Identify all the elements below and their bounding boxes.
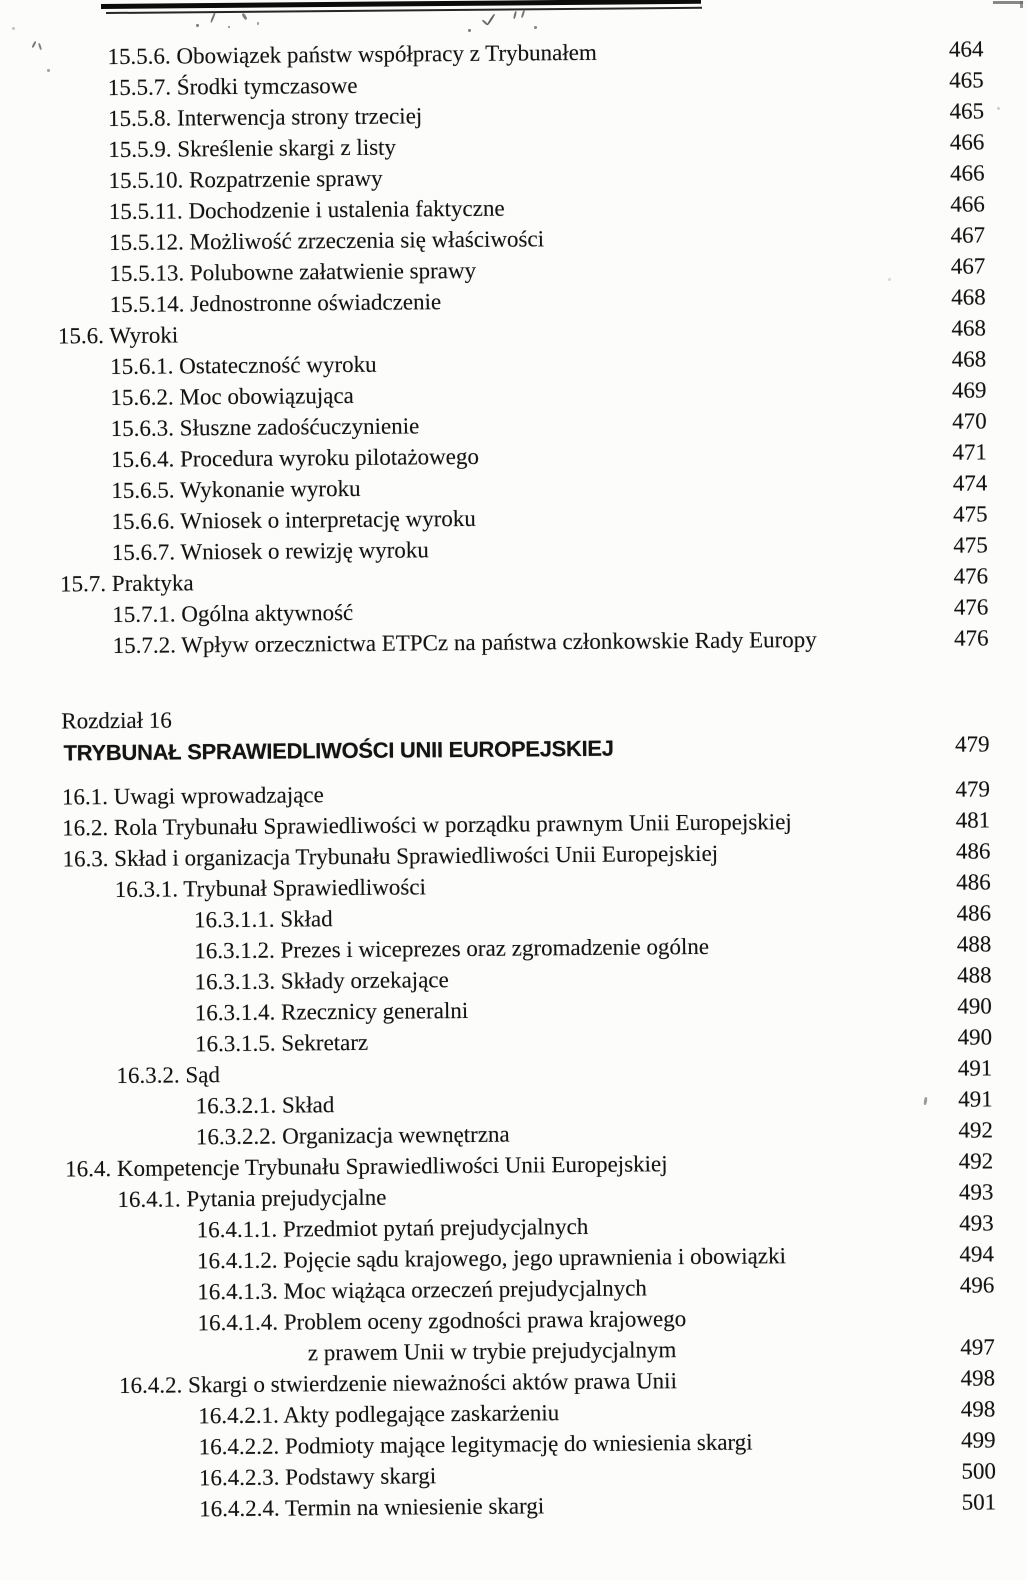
toc-entry-number: 16.4.: [65, 1156, 118, 1182]
toc-entry-number: 15.5.6.: [107, 43, 177, 70]
toc-entry-number: 16.4.1.4.: [197, 1309, 284, 1336]
toc-entry-number: 15.6.3.: [110, 415, 180, 442]
toc-entry-page-number: 466: [950, 191, 985, 217]
toc-entry-page-number: 469: [951, 377, 987, 403]
toc-entry-number: 16.4.2.4.: [199, 1495, 286, 1522]
toc-entry-page-number: 496: [959, 1272, 995, 1298]
toc-entry-text: [4, 503, 476, 538]
toc-entry-page-number: 494: [959, 1241, 995, 1267]
toc-entry-page-number: 470: [952, 408, 987, 434]
toc-entry-page-number: 497: [960, 1334, 995, 1360]
toc-entry-page-number: 486: [955, 838, 991, 864]
toc-entry-text: [5, 534, 429, 569]
toc-entry-text: [3, 319, 178, 352]
toc-entry-page-number: 486: [956, 900, 992, 926]
toc-entry-page-number: 467: [950, 222, 986, 248]
toc-entry-number: 15.7.1.: [112, 601, 182, 628]
toc-entry-title: Uwagi wprowadzające: [113, 782, 324, 810]
toc-entry-title: Słuszne zadośćuczynienie: [179, 413, 420, 441]
toc-entry-text: [10, 1089, 335, 1123]
toc-entry-title: Trybunał Sprawiedliwości: [183, 874, 427, 902]
toc-entry-title: Podstawy skargi: [285, 1463, 437, 1490]
toc-entry-number: 16.4.2.3.: [198, 1464, 286, 1491]
toc-entry-page-number: 468: [951, 346, 987, 372]
toc-entry-page-number: 474: [952, 470, 988, 496]
toc-entry-number: 16.4.1.: [117, 1186, 187, 1213]
toc-entry-title: z prawem Unii w trybie prejudycjalnym: [307, 1337, 677, 1366]
toc-entry-number: 16.4.1.3.: [197, 1278, 284, 1305]
toc-entry-title: Składy orzekające: [280, 967, 449, 994]
toc-entry-number: 16.3.1.5.: [195, 1030, 282, 1057]
toc-entry-number: 15.6.4.: [110, 446, 181, 473]
toc-entry-title: Termin na wniesienie skargi: [284, 1493, 545, 1521]
toc-entry-title: Pytania prejudycjalne: [186, 1184, 387, 1212]
toc-entry-title: Skład: [281, 1092, 335, 1118]
toc-entry-number: 15.5.13.: [109, 260, 190, 287]
toc-entry-page-number: 493: [959, 1210, 994, 1236]
toc-entry-page-number: 498: [960, 1396, 996, 1422]
toc-entry-number: 16.3.2.: [116, 1062, 186, 1089]
chapter-label: Rozdział 16: [61, 707, 172, 734]
toc-entry-number: 15.5.11.: [108, 198, 189, 225]
toc-entry-text: [4, 473, 361, 507]
toc-entry-page-number: 468: [951, 284, 986, 310]
toc-entry-page-number: 493: [958, 1179, 994, 1205]
toc-entry-text: [13, 1490, 544, 1526]
toc-entry-page-number: 501: [961, 1489, 997, 1515]
toc-entry-title: Ostateczność wyroku: [179, 351, 377, 379]
toc-entry-page-number: 476: [953, 563, 989, 589]
toc-entry-page-number: 491: [958, 1086, 993, 1112]
toc-entry-number: 16.3.2.1.: [195, 1092, 283, 1119]
toc-entry-number: 15.6.: [57, 323, 110, 349]
toc-entry-number: 16.3.2.2.: [195, 1123, 283, 1150]
toc-entry-number: 16.4.2.: [118, 1372, 189, 1399]
toc-entry-number: 16.1.: [61, 784, 114, 810]
toc-entry-title: Rola Trybunału Sprawiedliwości w porządku prawnym Unii Europejskiej: [113, 809, 792, 841]
toc-entry-number: 15.5.12.: [109, 229, 190, 256]
toc-list-part1: [0, 33, 1026, 662]
toc-entry-title: Problem oceny zgodności prawa krajowego: [283, 1306, 687, 1335]
toc-entry-title: Skargi o stwierdzenie nieważności aktów prawa Unii: [187, 1368, 678, 1398]
toc-entry-text: [9, 995, 469, 1030]
toc-entry-title: Sekretarz: [281, 1029, 369, 1056]
toc-entry-title: Pojęcie sądu krajowego, jego uprawnienia i obowiązki: [283, 1243, 787, 1273]
toc-entry-number: 16.3.1.1.: [193, 906, 281, 933]
toc-entry-title: Akty podlegające zaskarżeniu: [283, 1400, 560, 1428]
toc-entry-page-number: 468: [951, 315, 987, 341]
toc-entry-number: 15.5.7.: [107, 74, 177, 101]
toc-entry-page-number: 476: [953, 625, 989, 651]
toc-entry-page-number: 464: [948, 36, 984, 62]
toc-entry-number: 16.4.1.1.: [196, 1216, 284, 1243]
toc-entry-page-number: 467: [950, 253, 986, 279]
toc-entry-title: Wniosek o interpretację wyroku: [180, 505, 476, 534]
chapter-header: [6, 697, 1026, 770]
toc-entry-page-number: 499: [960, 1427, 996, 1453]
toc-entry-title: Prezes i wiceprezes oraz zgromadzenie ogólne: [280, 933, 710, 963]
toc-entry-number: 15.5.8.: [107, 105, 178, 132]
toc-entry-text: [5, 597, 353, 631]
toc-entry-text: [6, 624, 817, 662]
toc-entry-title: Wniosek o rewizję wyroku: [180, 537, 429, 565]
toc-entry-text: [2, 193, 505, 228]
toc-entry-page-number: 481: [955, 807, 991, 833]
toc-entry-page-number: 498: [960, 1365, 996, 1391]
toc-entry-number: 16.3.1.: [114, 876, 184, 903]
toc-entry-page-number: 488: [956, 962, 992, 988]
toc-entry-page-number: 465: [949, 98, 985, 124]
toc-entry-page-number: 476: [953, 594, 989, 620]
toc-entry-page-number: 471: [952, 439, 988, 465]
toc-entry-page-number: 492: [958, 1148, 994, 1174]
toc-entry-title: Skład: [280, 906, 333, 932]
toc-entry-text: [11, 1211, 589, 1247]
toc-entry-text: [5, 567, 194, 600]
toc-entry-number: 16.4.2.2.: [198, 1433, 285, 1460]
toc-entry-page-number: 492: [958, 1117, 994, 1143]
toc-entry-title: Dochodzenie i ustalenia faktyczne: [188, 195, 505, 224]
toc-entry-number: 16.4.2.1.: [198, 1402, 284, 1429]
toc-entry-page-number: 475: [953, 532, 988, 558]
toc-entry-page-number: 486: [956, 869, 991, 895]
toc-entry-title: Ogólna aktywność: [181, 599, 354, 627]
toc-entry-title: Moc obowiązująca: [179, 382, 354, 410]
toc-entry-title: Obowiązek państw współpracy z Trybunałem: [176, 39, 597, 69]
toc-entry-text: [7, 779, 324, 813]
toc-entry-text: [3, 349, 377, 383]
toc-entry-text: [3, 286, 442, 321]
toc-entry-title: Przedmiot pytań prejudycjalnych: [282, 1213, 589, 1242]
toc-entry-text: [13, 1460, 437, 1495]
toc-entry-page-number: 488: [956, 931, 992, 957]
toc-entry-title: Sąd: [185, 1062, 220, 1088]
toc-entry-text: [8, 964, 448, 999]
toc-entry-page-number: 466: [949, 129, 985, 155]
toc-entry-number: 15.6.5.: [111, 477, 180, 504]
toc-entry-number: 15.7.2.: [112, 632, 182, 659]
toc-list-part2: [7, 773, 1026, 1526]
toc-entry-title: Wyroki: [109, 322, 179, 349]
toc-entry-text: [1, 132, 396, 166]
toc-entry-number: 15.5.9.: [108, 136, 178, 163]
toc-entry-number: 16.2.: [62, 815, 115, 841]
toc-entry-title: Procedura wyroku pilotażowego: [179, 443, 480, 472]
toc-entry-title: Kompetencje Trybunału Sprawiedliwości Unii Europejskiej: [116, 1151, 668, 1182]
toc-entry-text: [10, 1119, 510, 1154]
toc-entry-number: 16.4.1.2.: [196, 1247, 284, 1274]
toc-entry-text: [0, 37, 597, 73]
toc-entry-title: Podmioty mające legitymację do wniesienia skargi: [284, 1429, 753, 1459]
chapter-title: TRYBUNAŁ SPRAWIEDLIWOŚCI UNII EUROPEJSKIEJ: [63, 735, 614, 766]
toc-entry-number: 16.3.1.4.: [194, 999, 282, 1026]
toc-entry-page-number: 479: [955, 776, 991, 802]
toc-entry-number: 15.7.: [59, 571, 112, 597]
toc-entry-title: Środki tymczasowe: [176, 72, 358, 100]
toc-entry-text: [9, 1027, 368, 1061]
toc-entry-title: Wpływ orzecznictwa ETPCz na państwa członkowskie Rady Europy: [181, 626, 817, 658]
toc-entry-number: 15.5.10.: [108, 167, 190, 194]
toc-entry-text: [12, 1397, 559, 1433]
chapter-page-number: 479: [954, 731, 990, 757]
toc-entry-page-number: 475: [952, 501, 988, 527]
toc-entry-title: Skład i organizacja Trybunału Sprawiedliwości Unii Europejskiej: [114, 840, 719, 872]
toc-entry-title: Wykonanie wyroku: [179, 475, 361, 503]
toc-entry-page-number: 465: [949, 67, 984, 93]
toc-entry-page-number: 466: [949, 160, 985, 186]
toc-entry-title: Możliwość zrzeczenia się właściwości: [189, 226, 545, 255]
toc-entry-title: Moc wiążąca orzeczeń prejudycjalnych: [283, 1275, 647, 1304]
toc-entry-number: 15.6.1.: [110, 353, 180, 380]
toc-entry-title: Skreślenie skargi z listy: [177, 134, 397, 162]
toc-entry-text: [9, 1059, 220, 1092]
toc-entry-text: [3, 380, 354, 414]
toc-entry-number: 16.3.1.2.: [194, 937, 281, 964]
toc-entry-number: 15.6.6.: [111, 508, 181, 535]
toc-entry-text: [10, 1182, 386, 1216]
toc-entry-title: Praktyka: [111, 570, 194, 597]
toc-entry-text: [2, 223, 544, 259]
toc-entry-text: [8, 903, 333, 937]
toc-entry-text: [1, 100, 422, 135]
toc-entry-title: Interwencja strony trzeciej: [176, 103, 423, 131]
toc-entry-number: 16.3.1.3.: [194, 968, 281, 995]
toc-entry-title: Rzecznicy generalni: [280, 997, 469, 1025]
toc-entry-text: [4, 410, 420, 445]
toc-entry-title: Rozpatrzenie sprawy: [188, 165, 383, 193]
toc-entry-title: Jednostronne oświadczenie: [190, 289, 442, 317]
toc-entry-number: 16.3.: [62, 846, 115, 872]
toc-entry-number: 15.5.14.: [109, 291, 191, 318]
toc-entry-title: Polubowne załatwienie sprawy: [189, 257, 477, 286]
toc-entry-text: [1, 70, 358, 104]
toc-entry-text: [1, 163, 382, 197]
toc-entry-title: Organizacja wewnętrzna: [282, 1121, 510, 1149]
toc-entry-page-number: 491: [957, 1055, 993, 1081]
toc-entry-text: [8, 871, 426, 906]
toc-entry-page-number: 490: [957, 993, 992, 1019]
toc-entry-text: [2, 255, 476, 290]
toc-entry-text: [4, 441, 479, 476]
toc-entry-number: 15.6.7.: [111, 539, 181, 566]
toc-entry-page-number: 500: [961, 1458, 996, 1484]
toc-entry-page-number: 490: [957, 1024, 993, 1050]
toc-entry-number: 15.6.2.: [110, 384, 180, 411]
